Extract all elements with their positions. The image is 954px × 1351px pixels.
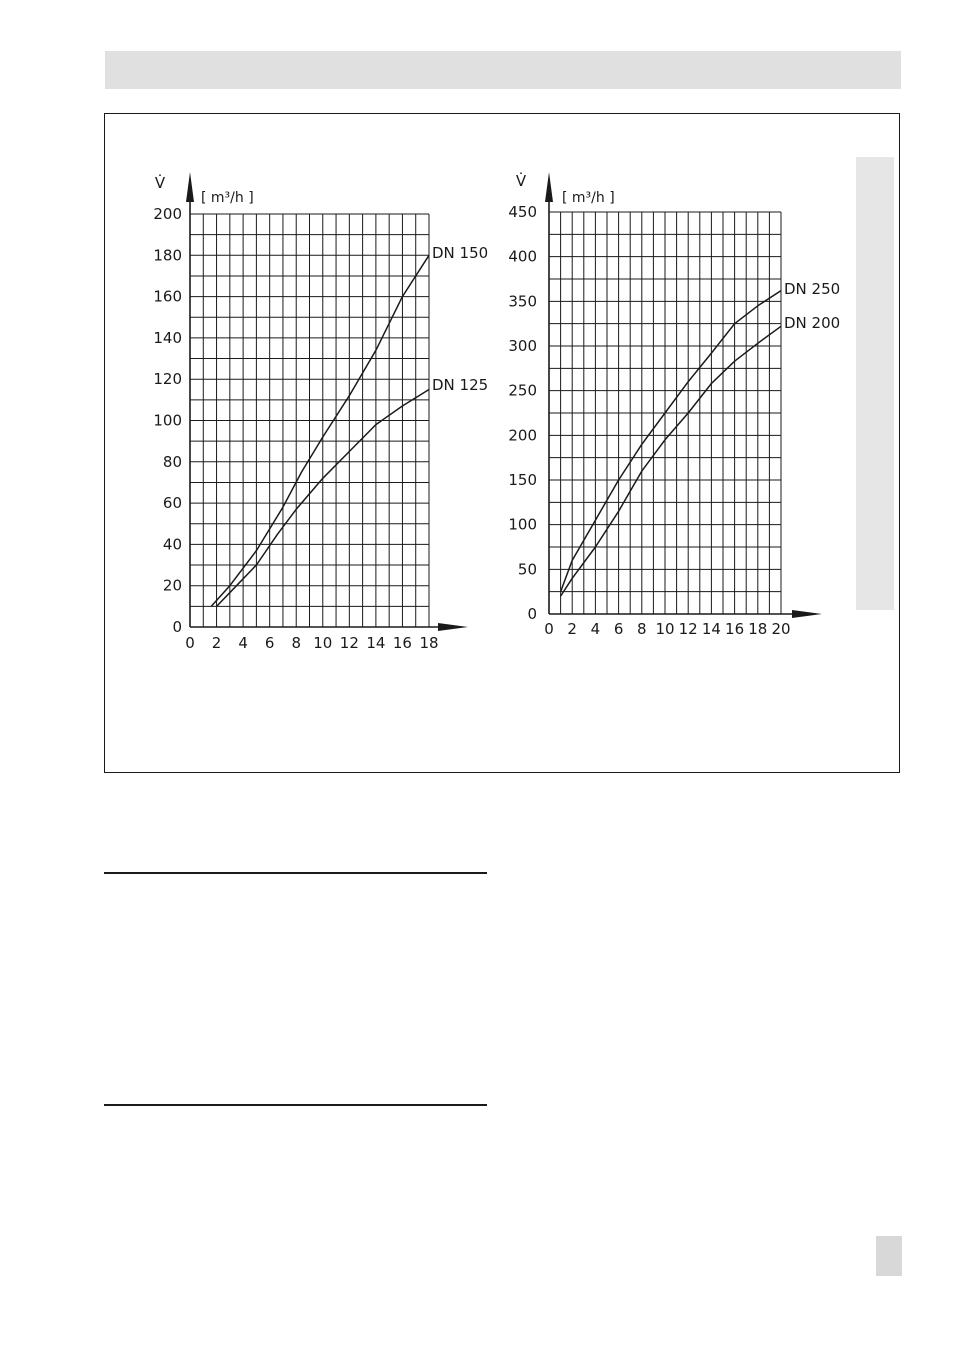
y-tick-label: 150	[508, 471, 537, 489]
x-tick-label: 18	[419, 634, 439, 652]
y-tick-label: 0	[172, 618, 182, 636]
y-tick-label: 40	[162, 535, 182, 554]
series-label: DN 200	[784, 314, 841, 332]
y-tick-label: 160	[153, 287, 182, 306]
y-axis-unit: [ m³/h ]	[562, 190, 615, 206]
x-tick-label: 0	[544, 620, 554, 638]
y-tick-label: 450	[508, 203, 537, 221]
x-tick-label: 6	[264, 634, 275, 652]
y-tick-label: 300	[508, 337, 537, 355]
x-tick-label: 16	[725, 620, 745, 638]
y-tick-label: 140	[153, 328, 182, 347]
y-tick-label: 100	[508, 515, 537, 534]
y-tick-label: 200	[508, 426, 537, 445]
x-tick-label: 2	[211, 634, 222, 652]
x-axis-arrowhead	[438, 623, 468, 631]
y-tick-label: 400	[508, 247, 537, 266]
x-tick-label: 10	[313, 634, 333, 652]
y-tick-label: 100	[153, 411, 182, 430]
y-tick-label: 20	[162, 576, 182, 595]
x-tick-label: 12	[339, 634, 359, 652]
y-tick-label: 250	[508, 381, 537, 400]
series-line	[211, 255, 429, 606]
y-axis-arrowhead	[545, 172, 553, 202]
y-axis-label: V̇	[515, 172, 527, 190]
x-tick-label: 10	[655, 620, 675, 638]
series-label: DN 150	[432, 244, 489, 262]
x-tick-label: 16	[392, 634, 412, 652]
series-label: DN 250	[784, 280, 841, 298]
x-tick-label: 14	[366, 634, 386, 652]
chart-right	[508, 171, 840, 638]
y-tick-label: 80	[162, 452, 182, 471]
x-tick-label: 20	[771, 620, 791, 638]
x-tick-label: 0	[185, 634, 195, 652]
y-axis-unit: [ m³/h ]	[201, 190, 254, 206]
y-tick-label: 60	[162, 494, 182, 513]
y-tick-label: 200	[153, 205, 182, 223]
y-tick-label: 180	[153, 246, 182, 265]
y-tick-label: 50	[517, 560, 537, 579]
x-tick-label: 12	[678, 620, 698, 638]
x-tick-label: 14	[701, 620, 721, 638]
y-tick-label: 0	[527, 605, 537, 623]
y-tick-label: 120	[153, 370, 182, 389]
x-tick-label: 18	[748, 620, 768, 638]
x-tick-label: 4	[238, 634, 248, 652]
x-tick-label: 6	[613, 620, 624, 638]
x-tick-label: 8	[291, 634, 301, 652]
x-tick-label: 2	[567, 620, 577, 638]
y-axis-arrowhead	[186, 172, 194, 202]
y-axis-label: V̇	[154, 174, 166, 192]
x-tick-label: 8	[637, 620, 647, 638]
x-tick-label: 4	[590, 620, 601, 638]
series-line	[561, 326, 781, 596]
series-label: DN 125	[432, 376, 489, 394]
chart-left	[153, 172, 488, 652]
y-tick-label: 350	[508, 292, 537, 311]
x-axis-arrowhead	[792, 610, 822, 618]
